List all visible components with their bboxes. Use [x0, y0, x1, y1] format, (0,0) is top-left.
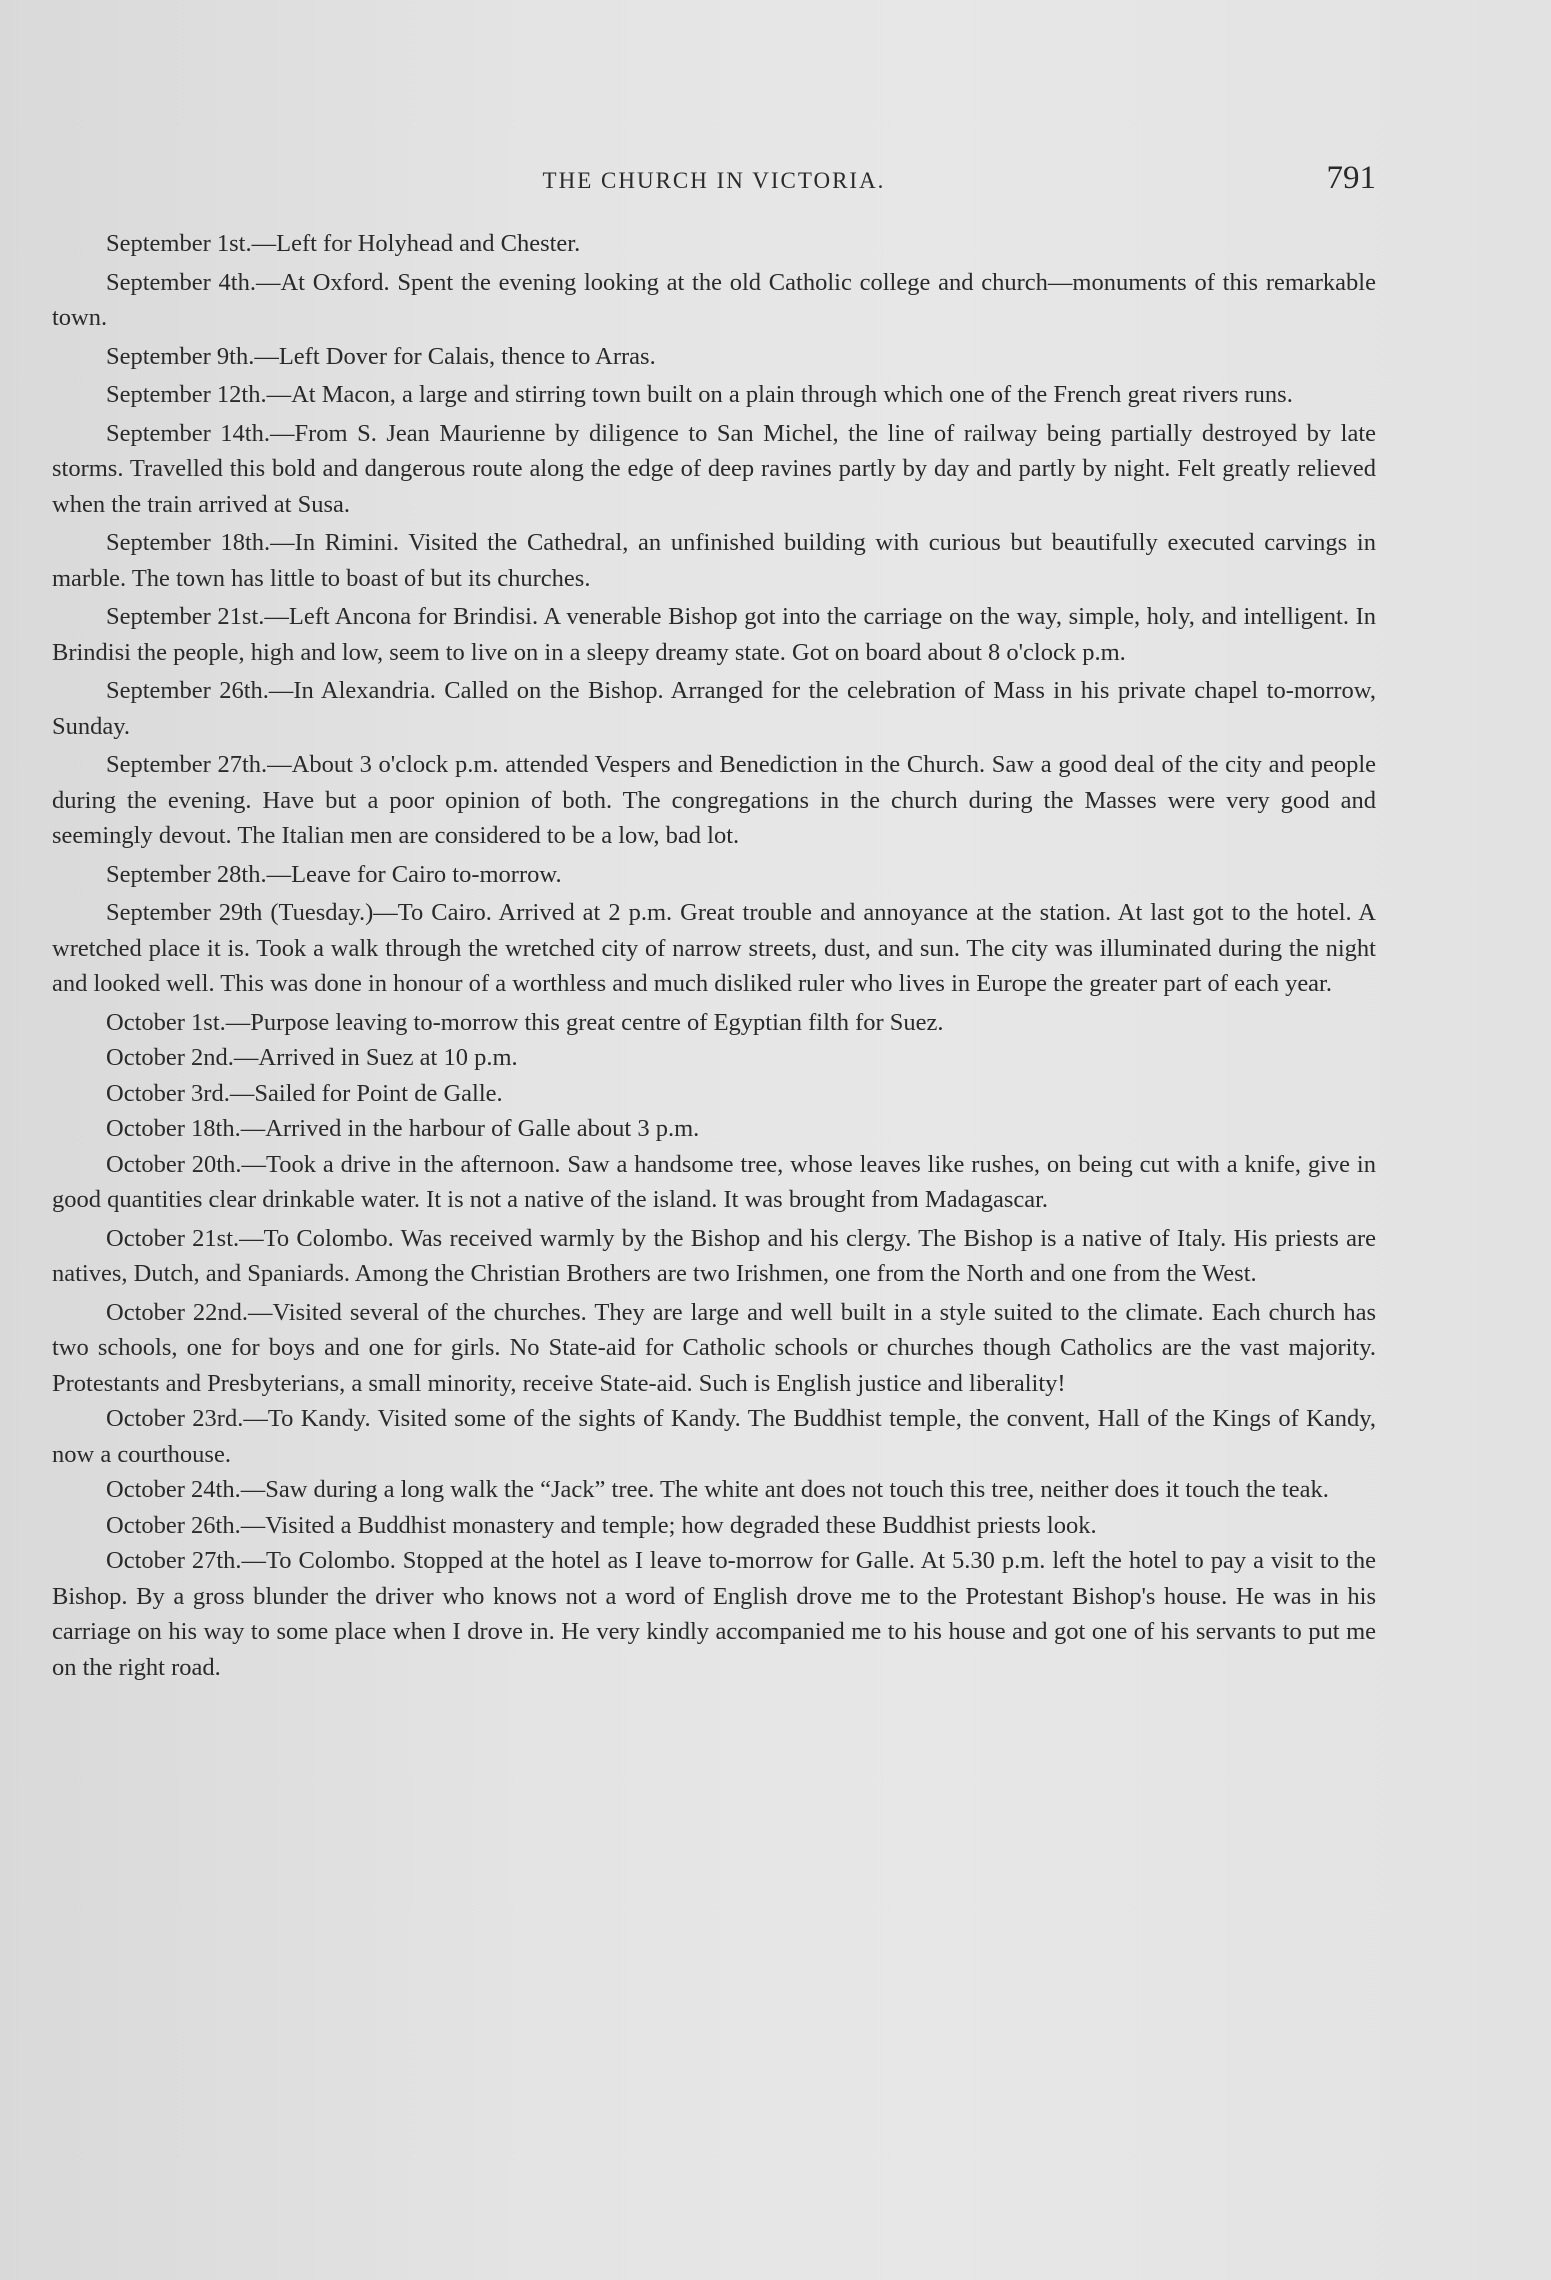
diary-entry: October 18th.—Arrived in the harbour of Galle about 3 p.m. — [106, 1115, 700, 1142]
running-head — [52, 160, 1376, 200]
diary-entry: October 24th.—Saw during a long walk the “Jack” tree. The white ant does not touch this tree, neither does it touch the teak. — [106, 1476, 1329, 1503]
diary-entry: September 26th.—In Alexandria. Called on the Bishop. Arranged for the celebration of Mass in his private chapel to-morrow, Sunday. — [52, 677, 1376, 740]
diary-entry: September 4th.—At Oxford. Spent the evening looking at the old Catholic college and church—monuments of this remarkable town. — [52, 268, 1376, 331]
diary-entry: October 23rd.—To Kandy. Visited some of the sights of Kandy. The Buddhist temple, the convent, Hall of the Kings of Kandy, now a courthouse. — [52, 1405, 1376, 1468]
diary-entry: October 22nd.—Visited several of the churches. They are large and well built in a style suited to the climate. Each church has two schools, one for boys and one for girls. No State-aid for Catholic schools or churches though Catholics are the vast majority. Protestants and Presbyterians, a small minority, receive State-aid. Such is English justice and liberality! — [52, 1298, 1376, 1397]
diary-entry: September 12th.—At Macon, a large and stirring town built on a plain through which one of the French great rivers runs. — [106, 381, 1293, 408]
diary-entry: September 9th.—Left Dover for Calais, thence to Arras. — [106, 342, 656, 370]
diary-entry: October 20th.—Took a drive in the afternoon. Saw a handsome tree, whose leaves like rushes, on being cut with a knife, give in good quantities clear drinkable water. It is not a native of the island. It was brought from Madagascar. — [52, 1150, 1376, 1213]
diary-entry: September 28th.—Leave for Cairo to-morrow. — [106, 860, 562, 888]
diary-entry: October 21st.—To Colombo. Was received warmly by the Bishop and his clergy. The Bishop is a native of Italy. His priests are natives, Dutch, and Spaniards. Among the Christian Brothers are two Irishmen, one from the North and one from the West. — [52, 1224, 1376, 1287]
diary-entry: October 26th.—Visited a Buddhist monastery and temple; how degraded these Buddhist priests look. — [106, 1511, 1097, 1539]
running-title: THE CHURCH IN VICTORIA. — [542, 168, 886, 193]
diary-entry: September 21st.—Left Ancona for Brindisi. A venerable Bishop got into the carriage on the way, simple, holy, and intelligent. In Brindisi the people, high and low, seem to live on in a sleepy dreamy state. Got on board about 8 o'clock p.m. — [52, 603, 1376, 666]
diary-entry: October 1st.—Purpose leaving to-morrow this great centre of Egyptian filth for Suez. — [106, 1008, 944, 1036]
diary-entry: October 3rd.—Sailed for Point de Galle. — [106, 1079, 503, 1107]
diary-entry: September 18th.—In Rimini. Visited the Cathedral, an unfinished building with curious but beautifully executed carvings in marble. The town has little to boast of but its churches. — [52, 529, 1376, 592]
page-number: 791 — [1326, 160, 1376, 196]
diary-entry: September 27th.—About 3 o'clock p.m. attended Vespers and Benediction in the Church. Saw a good deal of the city and people during the evening. Have but a poor opinion of both. The congregations in the church during the Masses were very good and seemingly devout. The Italian men are considered to be a low, bad lot. — [52, 751, 1376, 849]
diary-entry: September 29th (Tuesday.)—To Cairo. Arrived at 2 p.m. Great trouble and annoyance at the station. At last got to the hotel. A wretched place it is. Took a walk through the wretched city of narrow streets, dust, and sun. The city was illuminated during the night and looked well. This was done in honour of a worthless and much disliked ruler who lives in Europe the greater part of each year. — [52, 899, 1376, 997]
diary-entry: September 14th.—From S. Jean Maurienne by diligence to San Michel, the line of railway being partially destroyed by late storms. Travelled this bold and dangerous route along the edge of deep ravines partly by day and partly by night. Felt greatly relieved when the train arrived at Susa. — [52, 419, 1376, 518]
diary-entry: October 2nd.—Arrived in Suez at 10 p.m. — [106, 1044, 518, 1071]
diary-entry: October 27th.—To Colombo. Stopped at the hotel as I leave to-morrow for Galle. At 5.30 p.m. left the hotel to pay a visit to the Bishop. By a gross blunder the driver who knows not a word of English drove me to the Protestant Bishop's house. He was in his carriage on his way to some place when I drove in. He very kindly accompanied me to his house and got one of his servants to put me on the right road. — [52, 1547, 1376, 1681]
diary-entry: September 1st.—Left for Holyhead and Chester. — [106, 230, 581, 257]
diary-entries — [52, 226, 1376, 1685]
